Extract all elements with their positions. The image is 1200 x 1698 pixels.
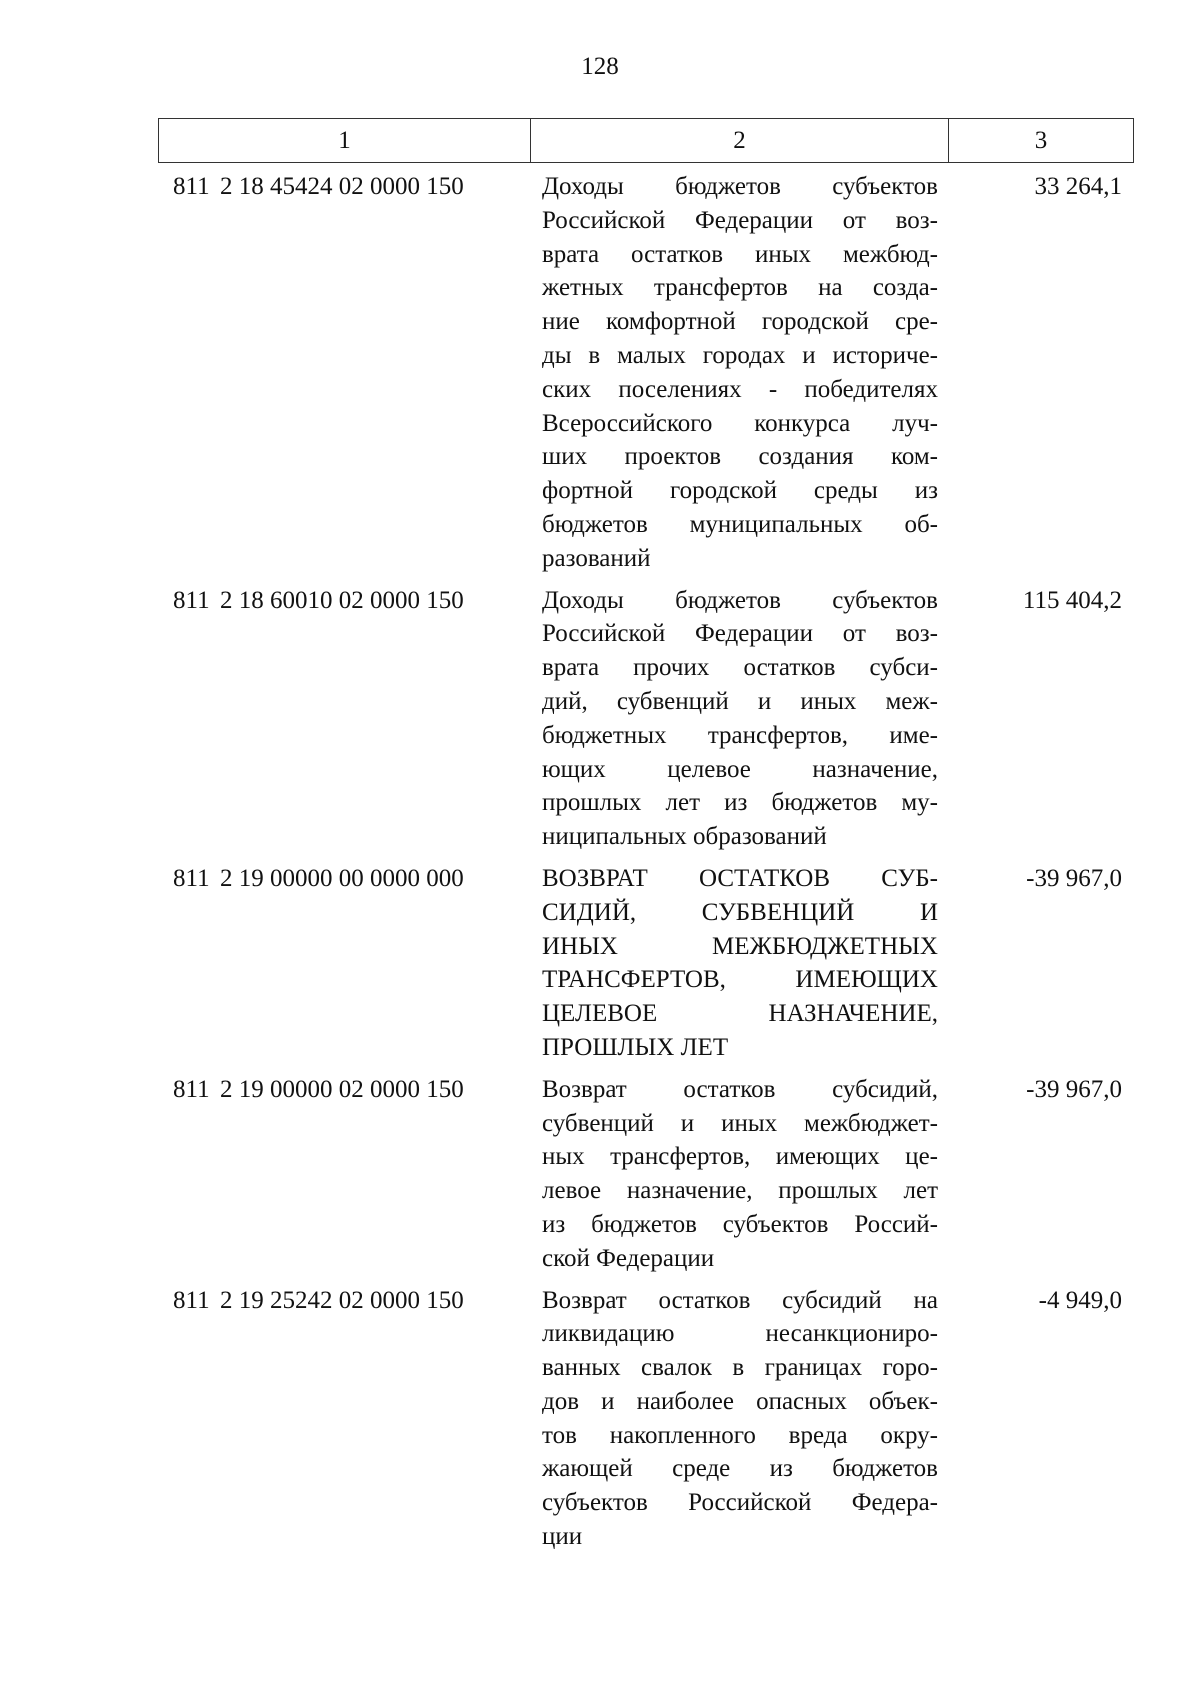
income-name-line: ших проектов создания ком- [542, 443, 938, 471]
amount-cell: -39 967,0 [1026, 864, 1122, 892]
income-name-line: ние комфортной городской сре- [542, 308, 938, 336]
admin-code-cell: 811 [173, 1075, 210, 1103]
income-name-cell [530, 170, 948, 576]
table-row [158, 1284, 1134, 1554]
income-name-line: ТРАНСФЕРТОВ, ИМЕЮЩИХ [542, 966, 938, 994]
income-name-line: дов и наиболее опасных объек- [542, 1387, 938, 1415]
table-body [158, 170, 1134, 1562]
budget-code-cell: 2 18 45424 02 0000 150 [220, 173, 464, 200]
income-name-line: Российской Федерации от воз- [542, 206, 938, 234]
amount-cell: -4 949,0 [1038, 1286, 1122, 1314]
income-name-line: Российской Федерации от воз- [542, 620, 938, 648]
income-name-line: ванных свалок в границах горо- [542, 1354, 938, 1382]
income-name-line: дий, субвенций и иных меж- [542, 687, 938, 715]
income-name-line: Возврат остатков субсидий на [542, 1286, 938, 1314]
income-name-line: ниципальных образований [542, 823, 827, 851]
column-header-1: 1 [159, 119, 531, 162]
income-name-line: врата остатков иных межбюд- [542, 240, 938, 268]
income-name-line: Возврат остатков субсидий, [542, 1075, 938, 1103]
income-name-line: ных трансфертов, имеющих це- [542, 1143, 938, 1171]
admin-code-cell: 811 [173, 173, 210, 200]
column-header-3: 3 [1034, 126, 1048, 154]
income-name-line: субъектов Российской Федера- [542, 1489, 938, 1517]
income-name-line: фортной городской среды из [542, 477, 938, 505]
income-name-cell [530, 862, 948, 1065]
income-name-line: ликвидацию несанкциониро- [542, 1320, 938, 1348]
income-name-line: ЦЕЛЕВОЕ НАЗНАЧЕНИЕ, [542, 1000, 938, 1028]
income-name-line: ции [542, 1523, 583, 1551]
income-name-line: ПРОШЛЫХ ЛЕТ [542, 1033, 729, 1061]
table-row [158, 170, 1134, 576]
budget-code-cell: 2 19 00000 02 0000 150 [220, 1075, 464, 1103]
income-name-line: из бюджетов субъектов Россий- [542, 1210, 938, 1238]
admin-code-cell: 811 [173, 864, 210, 892]
income-name-line: левое назначение, прошлых лет [542, 1177, 938, 1205]
income-name-line: жетных трансфертов на созда- [542, 274, 938, 302]
table-row [158, 862, 1134, 1065]
income-name-line: ской Федерации [542, 1244, 715, 1272]
income-name-line: Доходы бюджетов субъектов [542, 173, 938, 200]
income-name-cell [530, 1284, 948, 1554]
amount-cell: -39 967,0 [1026, 1075, 1122, 1103]
table-row [158, 584, 1134, 854]
admin-code-cell: 811 [173, 586, 210, 614]
income-name-line: ды в малых городах и историче- [542, 341, 938, 369]
income-name-line: тов накопленного вреда окру- [542, 1421, 938, 1449]
income-name-line: прошлых лет из бюджетов му- [542, 789, 938, 817]
budget-code-cell: 2 19 25242 02 0000 150 [220, 1286, 464, 1314]
income-name-line: ВОЗВРАТ ОСТАТКОВ СУБ- [542, 864, 938, 892]
budget-code-cell: 2 18 60010 02 0000 150 [220, 586, 464, 614]
income-name-line: жающей среде из бюджетов [542, 1455, 938, 1483]
table-header [158, 118, 1134, 163]
income-name-cell [530, 584, 948, 854]
table-row [158, 1073, 1134, 1276]
income-name-line: Доходы бюджетов субъектов [542, 586, 938, 614]
income-name-line: ИНЫХ МЕЖБЮДЖЕТНЫХ [542, 932, 938, 960]
income-name-line: субвенций и иных межбюджет- [542, 1109, 938, 1137]
income-name-line: врата прочих остатков субси- [542, 654, 938, 682]
income-name-line: бюджетов муниципальных об- [542, 510, 938, 538]
income-name-line: СИДИЙ, СУБВЕНЦИЙ И [542, 898, 938, 926]
income-name-line: ющих целевое назначение, [542, 755, 938, 783]
income-name-line: Всероссийского конкурса луч- [542, 409, 938, 437]
income-name-line: ских поселениях - победителях [542, 375, 938, 403]
page-number: 128 [581, 53, 619, 80]
income-name-cell [530, 1073, 948, 1276]
column-header-2: 2 [531, 119, 949, 162]
amount-cell: 33 264,1 [1034, 173, 1122, 200]
budget-code-cell: 2 19 00000 00 0000 000 [220, 864, 464, 892]
admin-code-cell: 811 [173, 1286, 210, 1314]
income-name-line: разований [542, 544, 651, 572]
income-name-line: бюджетных трансфертов, име- [542, 721, 938, 749]
amount-cell: 115 404,2 [1022, 586, 1122, 614]
